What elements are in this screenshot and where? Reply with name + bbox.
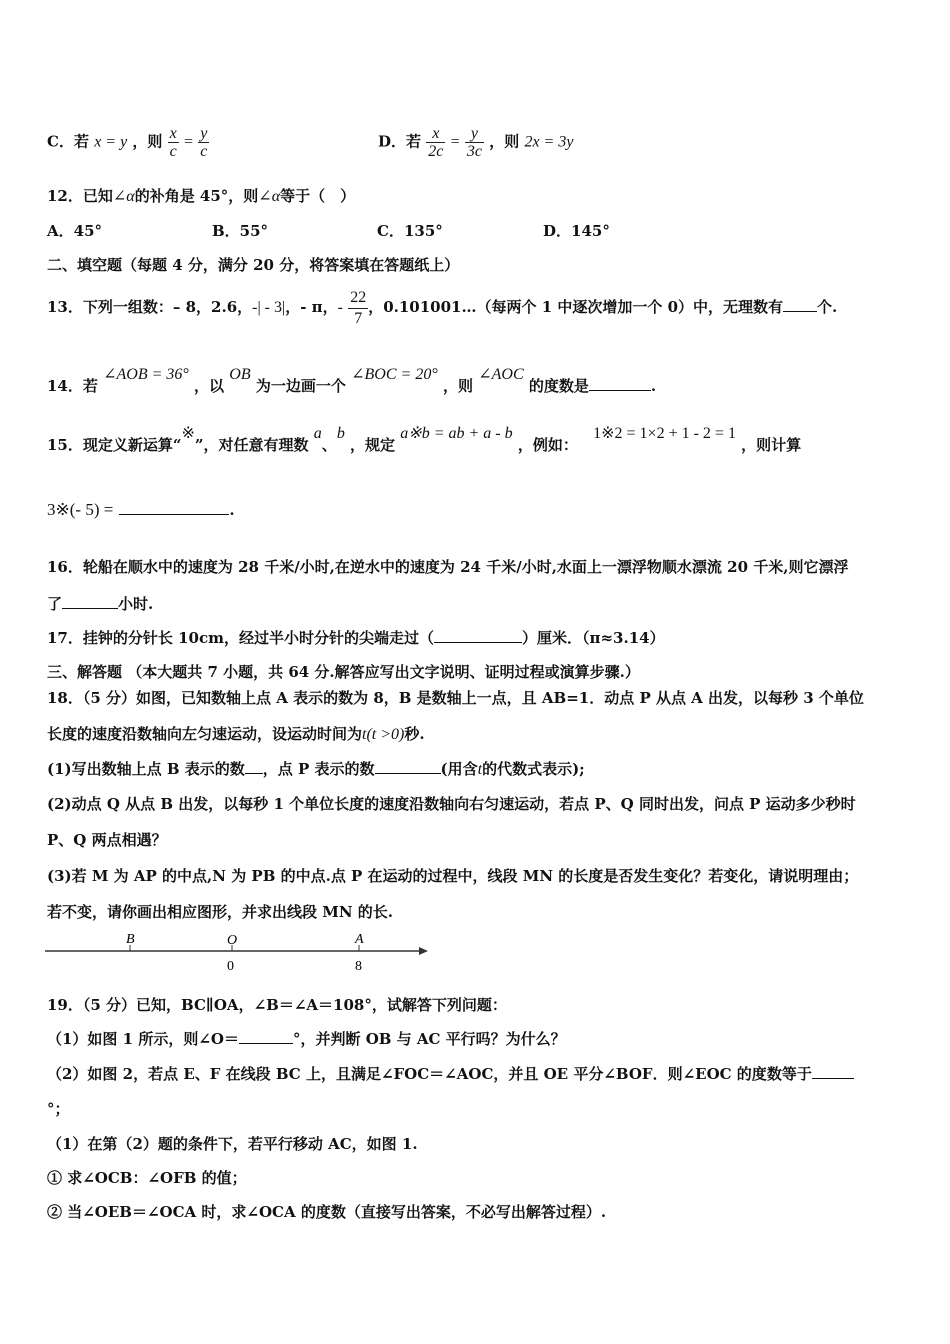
q14-answer-blank xyxy=(589,376,651,391)
q11-d-fraction-1: $\frac{x}{2c}$ xyxy=(428,125,444,160)
point-o-value: 0 xyxy=(227,959,234,974)
q19-part-1: （1）如图 1 所示，则∠O＝ °，并判断 OB 与 AC 平行吗？为什么？ xyxy=(47,1030,566,1048)
point-b-label: B xyxy=(126,932,135,947)
q16-answer-blank xyxy=(62,594,118,609)
q12-option-d: D．145° xyxy=(543,222,610,240)
q11-c-fraction-1: $\frac{x}{c}$ xyxy=(169,125,177,160)
q14-ray: OB xyxy=(229,366,251,383)
q12-option-b: B．55° xyxy=(212,222,269,240)
q11-option-d: D．若 $\frac{x}{2c}$ = $\frac{y}{3c}$ ，则 2x = 3y xyxy=(378,125,574,160)
section-2-heading: 二、填空题（每题 4 分，满分 20 分，将答案填在答题纸上） xyxy=(47,256,460,274)
q17-answer-blank xyxy=(434,628,522,643)
q19-part-3: （1）在第（2）题的条件下，若平行移动 AC，如图 1. xyxy=(47,1135,418,1153)
q13-fraction: $\frac{22}{7}$ xyxy=(350,288,367,327)
q14-condition-1: ∠AOB = 36° xyxy=(103,366,189,383)
q18-part-3-line-1: (3)若 M 为 AP 的中点,N 为 PB 的中点.点 P 在运动的过程中，线段 MN 的长度是否发生变化？若变化，请说明理由； xyxy=(47,867,859,885)
q15-rule: a※b = ab + a - b xyxy=(400,425,513,442)
q19-part-2: （2）如图 2，若点 E、F 在线段 BC 上，且满足∠FOC＝∠AOC，并且 OE 平分∠BOF．则∠EOC 的度数等于 xyxy=(47,1064,854,1084)
axis-arrow xyxy=(419,947,428,955)
q15-expression: 3※(- 5) = . xyxy=(47,500,235,519)
q16-line-1: 16．轮船在顺水中的速度为 28 千米/小时,在逆水中的速度为 24 千米/小时,水面上一漂浮物顺水漂流 20 千米,则它漂浮 xyxy=(47,558,849,576)
q15-answer-blank xyxy=(119,500,229,515)
q15-stem: 15．现定义新运算“※”，对任意有理数 a、b ，规定 a※b = ab + a - b ，例如： 1※2 = 1×2 + 1 - 2 = 1 ，则计算 xyxy=(47,425,802,454)
q19-blank-1 xyxy=(239,1029,293,1044)
q19-part-3-i: ① 求∠OCB：∠OFB 的值； xyxy=(47,1169,247,1187)
q19-stem: 19．（5 分）已知，BC∥OA，∠B＝∠A＝108°，试解答下列问题： xyxy=(47,996,507,1014)
q18-blank-p xyxy=(375,759,441,774)
q18-part-1: (1)写出数轴上点 B 表示的数 ，点 P 表示的数 (用含t的代数式表示); xyxy=(47,760,585,778)
q16-line-2: 了 小时. xyxy=(47,595,154,613)
section-3-heading: 三、解答题 （本大题共 7 小题，共 64 分.解答应写出文字说明、证明过程或演算步骤.） xyxy=(47,663,640,681)
q19-blank-2 xyxy=(812,1064,854,1079)
q18-part-3-line-2: 若不变，请你画出相应图形，并求出线段 MN 的长. xyxy=(47,903,393,921)
q19-part-3-ii: ② 当∠OEB＝∠OCA 时，求∠OCA 的度数（直接写出答案，不必写出解答过程）. xyxy=(47,1203,607,1221)
q17-stem: 17．挂钟的分针长 10cm，经过半小时分针的尖端走过（ ）厘米．（π≈3.14） xyxy=(47,629,665,647)
point-a-value: 8 xyxy=(355,959,362,974)
q18-number-line-figure xyxy=(40,930,440,975)
q18-part-2-line-2: P、Q 两点相遇？ xyxy=(47,831,167,849)
point-o-label: O xyxy=(227,933,238,948)
q12-option-a: A．45° xyxy=(47,222,103,240)
q11-d-result: 2x = 3y xyxy=(524,133,574,151)
q11-c-condition: x = y xyxy=(94,133,128,151)
q14-stem: 14．若 ∠AOB = 36° ，以 OB 为一边画一个 ∠BOC = 20° ，则 ∠AOC 的度数是 . xyxy=(47,366,657,395)
q12-option-c: C．135° xyxy=(377,222,443,240)
angle-alpha: ∠α xyxy=(112,188,135,205)
q18-blank-b xyxy=(245,759,263,774)
q11-option-c: C．若 x = y ，则 $\frac{x}{c}$ = $\frac{y}{c}$ xyxy=(47,125,208,160)
angle-alpha-2: ∠α xyxy=(258,188,281,205)
q14-target-angle: ∠AOC xyxy=(478,366,524,383)
q13-stem: 13．下列一组数：– 8，2.6，-| - 3|，- π，- $\frac{22}{7}$ ，0.101001…（每两个 1 中逐次增加一个 0）中，无理数有 个. xyxy=(47,288,838,327)
q11-c-fraction-2: $\frac{y}{c}$ xyxy=(200,125,208,160)
q12-stem: 12．已知∠α的补角是 45°，则∠α等于（ ） xyxy=(47,187,356,205)
q19-part-2-end: °； xyxy=(47,1100,70,1118)
q18-line-1: 18．（5 分）如图，已知数轴上点 A 表示的数为 8，B 是数轴上一点，且 AB=1．动点 P 从点 A 出发，以每秒 3 个单位 xyxy=(47,689,864,707)
q11-d-fraction-2: $\frac{y}{3c}$ xyxy=(466,125,482,160)
point-a-label: A xyxy=(355,932,364,947)
q13-abs-value: -| - 3| xyxy=(252,299,286,316)
q15-example: 1※2 = 1×2 + 1 - 2 = 1 xyxy=(593,425,736,442)
q15-operator: ※ xyxy=(181,425,195,442)
q18-part-2-line-1: (2)动点 Q 从点 B 出发，以每秒 1 个单位长度的速度沿数轴向右匀速运动，若点 P、Q 同时出发，问点 P 运动多少秒时 xyxy=(47,795,856,813)
q18-line-2: 长度的速度沿数轴向左匀速运动，设运动时间为t(t >0)秒. xyxy=(47,725,425,743)
q13-answer-blank xyxy=(783,297,817,312)
q14-condition-2: ∠BOC = 20° xyxy=(351,366,438,383)
